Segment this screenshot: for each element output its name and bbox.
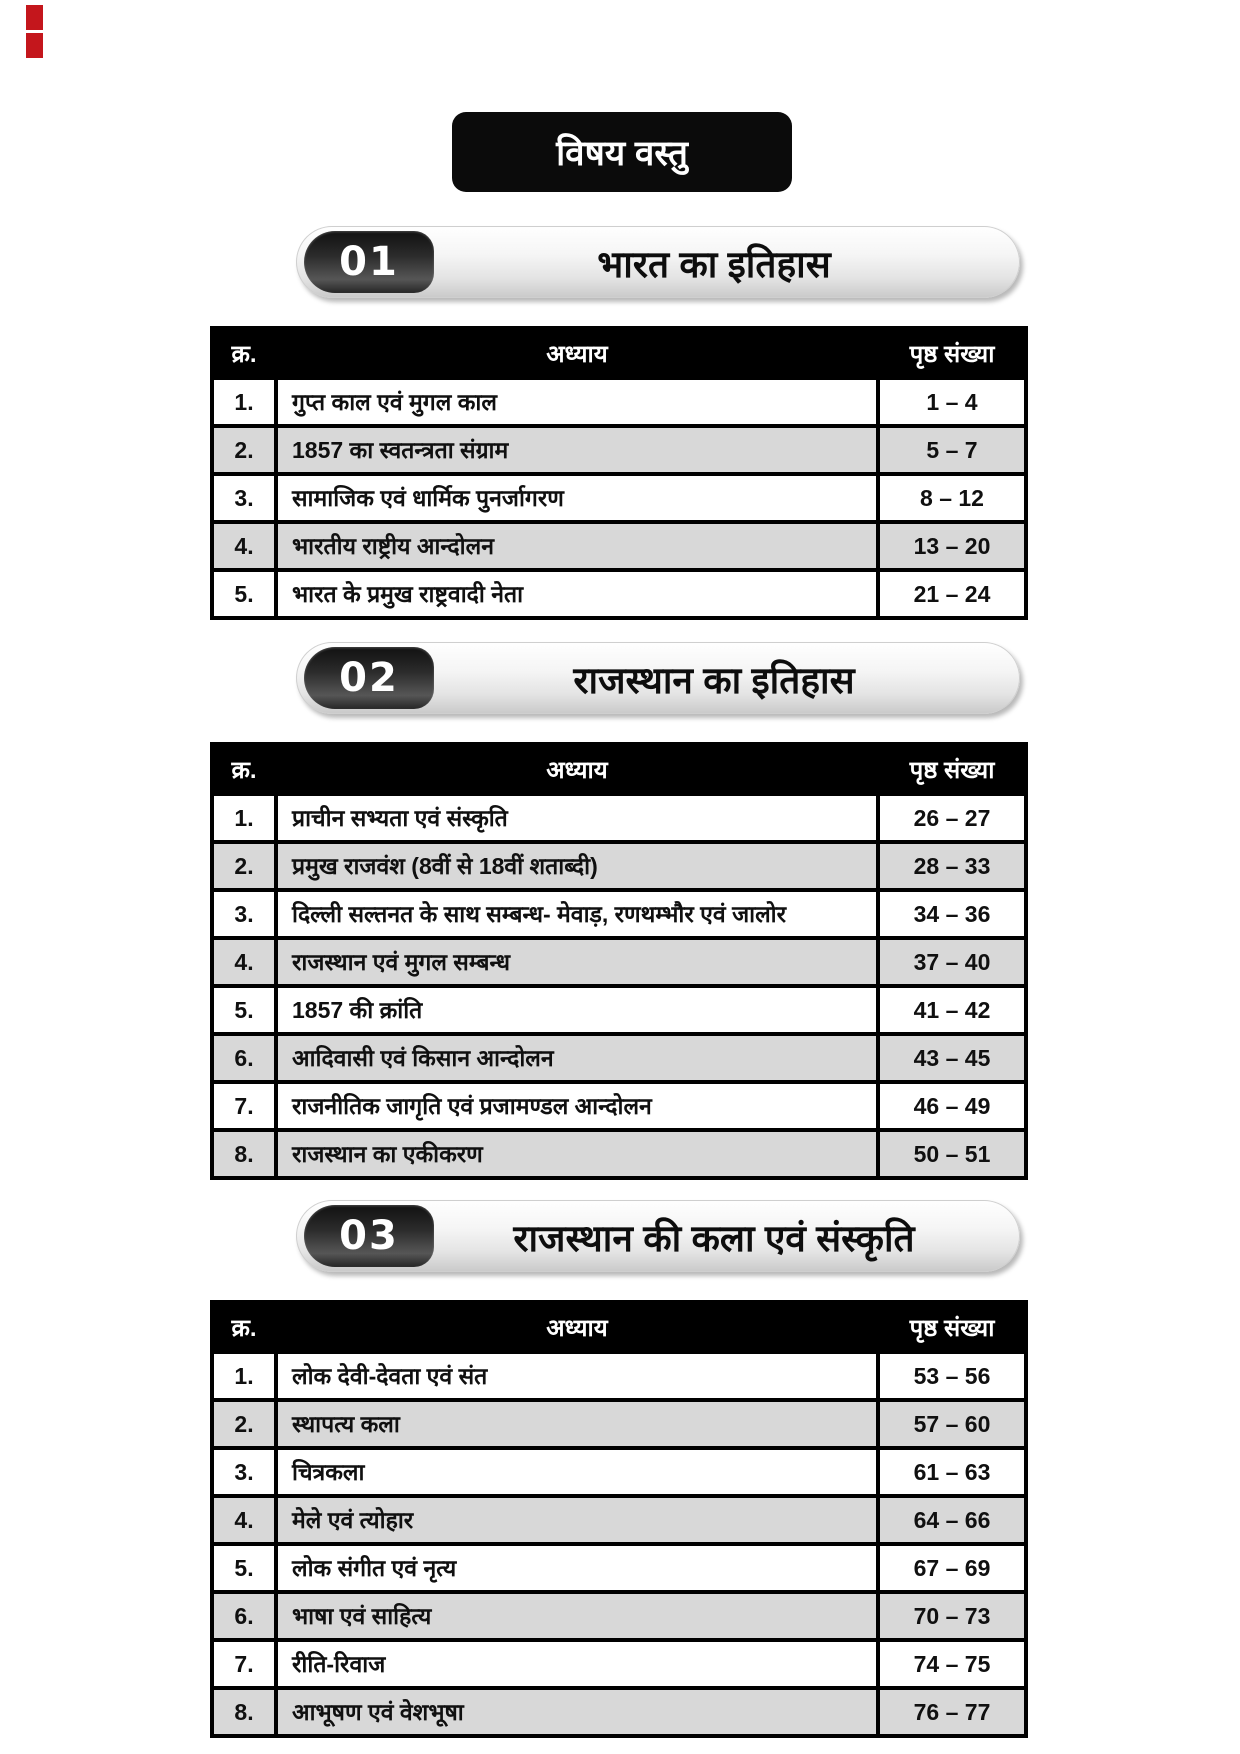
row-pages: 26 – 27 (878, 794, 1026, 842)
header-no: क्र. (212, 328, 276, 378)
header-no: क्र. (212, 744, 276, 794)
row-number: 6. (212, 1034, 276, 1082)
section-banner (296, 226, 1020, 298)
toc-section (0, 1200, 1240, 1738)
row-number: 3. (212, 890, 276, 938)
section-number-badge (304, 231, 434, 293)
section-number-badge (304, 1205, 434, 1267)
table-row (212, 794, 1026, 842)
row-number: 7. (212, 1082, 276, 1130)
row-chapter: प्राचीन सभ्यता एवं संस्कृति (276, 794, 878, 842)
row-number: 2. (212, 426, 276, 474)
row-number: 5. (212, 1544, 276, 1592)
toc-section (0, 226, 1240, 620)
row-pages: 46 – 49 (878, 1082, 1026, 1130)
row-number: 1. (212, 1352, 276, 1400)
table-header-row (212, 328, 1026, 378)
header-chapter: अध्याय (276, 1302, 878, 1352)
toc-table (210, 326, 1028, 620)
row-number: 3. (212, 1448, 276, 1496)
row-chapter: 1857 की क्रांति (276, 986, 878, 1034)
table-row (212, 1400, 1026, 1448)
row-number: 1. (212, 794, 276, 842)
row-chapter: लोक संगीत एवं नृत्य (276, 1544, 878, 1592)
section-number: 03 (339, 1213, 399, 1259)
row-pages: 61 – 63 (878, 1448, 1026, 1496)
row-pages: 57 – 60 (878, 1400, 1026, 1448)
row-number: 2. (212, 1400, 276, 1448)
table-row (212, 1082, 1026, 1130)
row-pages: 41 – 42 (878, 986, 1026, 1034)
row-chapter: गुप्त काल एवं मुगल काल (276, 378, 878, 426)
table-row (212, 570, 1026, 618)
row-chapter: राजस्थान एवं मुगल सम्बन्ध (276, 938, 878, 986)
section-title-wrap (434, 237, 1020, 288)
header-pages: पृष्ठ संख्या (878, 328, 1026, 378)
row-chapter: स्थापत्य कला (276, 1400, 878, 1448)
row-chapter: 1857 का स्वतन्त्रता संग्राम (276, 426, 878, 474)
table-row (212, 378, 1026, 426)
section-title-wrap (434, 653, 1020, 704)
table-row (212, 1688, 1026, 1736)
row-number: 2. (212, 842, 276, 890)
row-chapter: चित्रकला (276, 1448, 878, 1496)
row-pages: 67 – 69 (878, 1544, 1026, 1592)
table-row (212, 1448, 1026, 1496)
row-pages: 70 – 73 (878, 1592, 1026, 1640)
toc-table (210, 1300, 1028, 1738)
row-pages: 37 – 40 (878, 938, 1026, 986)
table-row (212, 986, 1026, 1034)
row-chapter: सामाजिक एवं धार्मिक पुनर्जागरण (276, 474, 878, 522)
toc-section (0, 642, 1240, 1180)
row-number: 6. (212, 1592, 276, 1640)
row-chapter: भारत के प्रमुख राष्ट्रवादी नेता (276, 570, 878, 618)
section-title: राजस्थान की कला एवं संस्कृति (513, 1217, 915, 1259)
row-pages: 43 – 45 (878, 1034, 1026, 1082)
table-row (212, 1544, 1026, 1592)
row-number: 5. (212, 570, 276, 618)
toc-table (210, 742, 1028, 1180)
table-row (212, 842, 1026, 890)
row-pages: 5 – 7 (878, 426, 1026, 474)
table-row (212, 426, 1026, 474)
section-number: 02 (339, 655, 399, 701)
row-chapter: रीति-रिवाज (276, 1640, 878, 1688)
row-number: 8. (212, 1130, 276, 1178)
row-pages: 8 – 12 (878, 474, 1026, 522)
row-number: 4. (212, 522, 276, 570)
table-header-row (212, 1302, 1026, 1352)
table-row (212, 474, 1026, 522)
row-number: 8. (212, 1688, 276, 1736)
section-title: भारत का इतिहास (597, 243, 831, 285)
table-row (212, 1130, 1026, 1178)
row-chapter: लोक देवी-देवता एवं संत (276, 1352, 878, 1400)
row-chapter: राजस्थान का एकीकरण (276, 1130, 878, 1178)
section-banner (296, 642, 1020, 714)
row-chapter: दिल्ली सल्तनत के साथ सम्बन्ध- मेवाड़, रणथम्भौर एवं जालोर (276, 890, 878, 938)
row-pages: 21 – 24 (878, 570, 1026, 618)
header-chapter: अध्याय (276, 328, 878, 378)
row-pages: 13 – 20 (878, 522, 1026, 570)
row-pages: 28 – 33 (878, 842, 1026, 890)
row-pages: 1 – 4 (878, 378, 1026, 426)
row-chapter: भाषा एवं साहित्य (276, 1592, 878, 1640)
section-banner (296, 1200, 1020, 1272)
row-pages: 74 – 75 (878, 1640, 1026, 1688)
table-row (212, 890, 1026, 938)
row-number: 1. (212, 378, 276, 426)
row-number: 4. (212, 938, 276, 986)
section-title-wrap (434, 1211, 1020, 1262)
row-number: 4. (212, 1496, 276, 1544)
row-number: 3. (212, 474, 276, 522)
header-chapter: अध्याय (276, 744, 878, 794)
row-chapter: भारतीय राष्ट्रीय आन्दोलन (276, 522, 878, 570)
row-pages: 34 – 36 (878, 890, 1026, 938)
section-number-badge (304, 647, 434, 709)
header-pages: पृष्ठ संख्या (878, 744, 1026, 794)
table-row (212, 1640, 1026, 1688)
row-chapter: राजनीतिक जागृति एवं प्रजामण्डल आन्दोलन (276, 1082, 878, 1130)
header-no: क्र. (212, 1302, 276, 1352)
row-pages: 53 – 56 (878, 1352, 1026, 1400)
table-row (212, 1352, 1026, 1400)
row-number: 7. (212, 1640, 276, 1688)
row-chapter: मेले एवं त्योहार (276, 1496, 878, 1544)
table-row (212, 1592, 1026, 1640)
row-pages: 50 – 51 (878, 1130, 1026, 1178)
row-pages: 64 – 66 (878, 1496, 1026, 1544)
page-title: विषय वस्तु (556, 133, 688, 173)
header-pages: पृष्ठ संख्या (878, 1302, 1026, 1352)
row-number: 5. (212, 986, 276, 1034)
row-chapter: आभूषण एवं वेशभूषा (276, 1688, 878, 1736)
row-pages: 76 – 77 (878, 1688, 1026, 1736)
table-row (212, 1496, 1026, 1544)
table-header-row (212, 744, 1026, 794)
table-row (212, 938, 1026, 986)
section-title: राजस्थान का इतिहास (573, 659, 855, 701)
row-chapter: आदिवासी एवं किसान आन्दोलन (276, 1034, 878, 1082)
table-row (212, 522, 1026, 570)
row-chapter: प्रमुख राजवंश (8वीं से 18वीं शताब्दी) (276, 842, 878, 890)
table-row (212, 1034, 1026, 1082)
section-number: 01 (339, 239, 399, 285)
